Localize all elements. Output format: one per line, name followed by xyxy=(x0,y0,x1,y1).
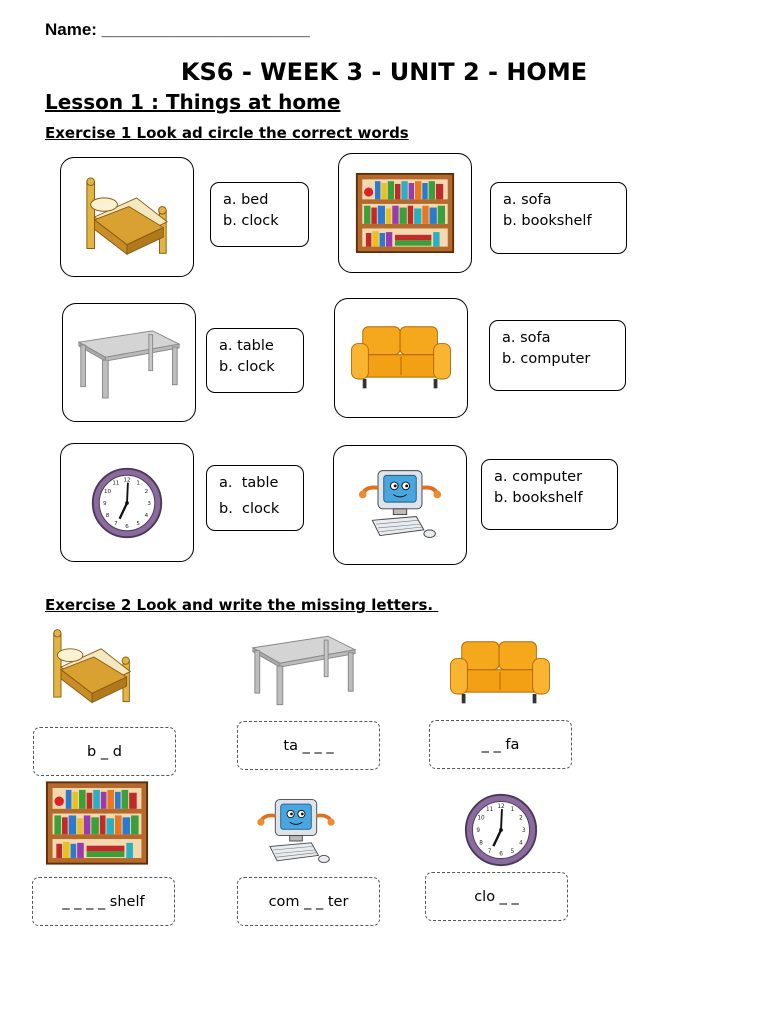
ex2-picture-bookshelf xyxy=(45,778,149,868)
option-b[interactable]: b. clock xyxy=(219,501,280,517)
bed-icon xyxy=(45,626,139,708)
ex2-answer-field[interactable]: _ _ fa xyxy=(429,720,572,769)
exercise2-heading: Exercise 2 Look and write the missing letters. xyxy=(45,596,439,614)
ex1-picture-table xyxy=(62,303,196,422)
bookshelf-icon xyxy=(355,172,455,254)
ex2-answer-field[interactable]: _ _ _ _ shelf xyxy=(32,877,175,926)
ex2-answer-field[interactable]: com _ _ ter xyxy=(237,877,380,926)
ex1-picture-clock xyxy=(60,443,194,562)
option-a[interactable]: a. table xyxy=(219,475,279,491)
option-a[interactable]: a. sofa xyxy=(502,330,551,346)
lesson-heading: Lesson 1 : Things at home xyxy=(45,90,341,114)
option-a[interactable]: a. table xyxy=(219,338,274,354)
ex2-answer-field[interactable]: clo _ _ xyxy=(425,872,568,921)
bed-icon xyxy=(79,174,175,260)
ex1-picture-bed xyxy=(60,157,194,277)
worksheet-title: KS6 - WEEK 3 - UNIT 2 - HOME xyxy=(180,58,588,86)
name-field-label: Name: ______________________ xyxy=(45,20,310,39)
ex2-picture-clock xyxy=(463,792,539,868)
table-icon xyxy=(77,324,181,402)
ex2-answer-field[interactable]: ta _ _ _ xyxy=(237,721,380,770)
ex1-options-3[interactable] xyxy=(206,328,304,393)
ex1-options-1[interactable] xyxy=(210,182,309,247)
ex1-options-6[interactable] xyxy=(481,459,618,530)
ex1-picture-sofa xyxy=(334,298,468,418)
ex2-picture-sofa xyxy=(448,638,552,708)
table-icon xyxy=(251,630,357,708)
ex2-picture-computer xyxy=(254,796,338,868)
option-a[interactable]: a. bed xyxy=(223,192,269,208)
ex1-picture-bookshelf xyxy=(338,153,472,273)
ex2-answer-field[interactable]: b _ d xyxy=(33,727,176,776)
computer-icon xyxy=(357,466,443,544)
option-b[interactable]: b. computer xyxy=(502,351,591,367)
sofa-icon xyxy=(349,323,453,393)
exercise1-heading: Exercise 1 Look ad circle the correct words xyxy=(45,124,409,142)
clock-icon xyxy=(90,466,164,540)
ex1-options-2[interactable] xyxy=(490,182,627,254)
option-b[interactable]: b. bookshelf xyxy=(503,213,592,229)
ex2-picture-table xyxy=(250,628,358,710)
ex1-options-4[interactable] xyxy=(489,320,626,391)
bookshelf-icon xyxy=(45,779,149,867)
computer-icon xyxy=(254,796,338,868)
ex1-picture-computer xyxy=(333,445,467,565)
option-b[interactable]: b. clock xyxy=(219,359,275,375)
ex2-picture-bed xyxy=(45,626,139,708)
ex1-options-5[interactable] xyxy=(206,465,304,531)
sofa-icon xyxy=(448,638,552,708)
option-a[interactable]: a. computer xyxy=(494,469,583,485)
clock-icon xyxy=(463,792,539,868)
option-a[interactable]: a. sofa xyxy=(503,192,552,208)
option-b[interactable]: b. clock xyxy=(223,213,279,229)
option-b[interactable]: b. bookshelf xyxy=(494,490,583,506)
